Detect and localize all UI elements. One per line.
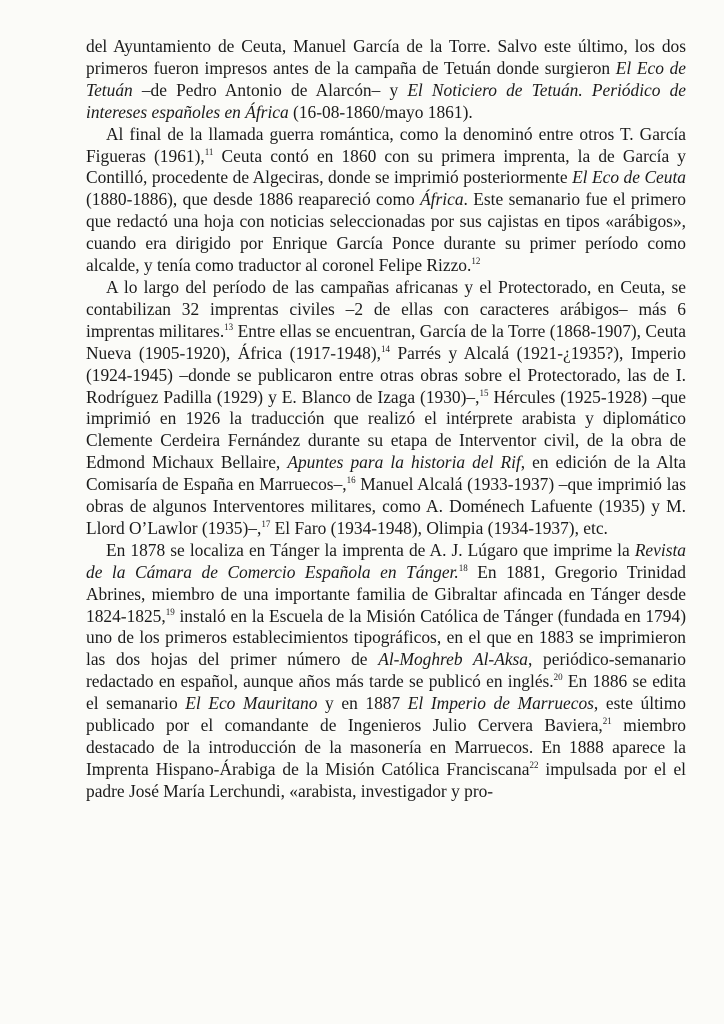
footnote-ref: 11	[204, 146, 214, 157]
text-run: . Este semanario fue el primero que redactó una hoja con noticias seleccionadas por sus cajistas en tipos «arábigos», cuando era dirigido por Enrique García Ponce durante su primer período como alcalde, y tenía como traductor al coronel Felipe Rizzo.	[86, 189, 686, 276]
text-run: , este último publicado por el comandante de Ingenieros Julio Cervera Baviera,	[86, 693, 686, 736]
text-run: miembro destacado de la introducción de la masonería en Marruecos. En 1888 aparece la Imprenta Hispano-Árabiga de la Misión Católica Franciscana	[86, 715, 686, 779]
footnote-ref: 16	[346, 475, 356, 486]
paragraph-2	[86, 124, 686, 277]
text-run: Hércules (1925-1928) –que imprimió en 1926 la traducción que realizó el intérprete arabista y diplomático Clemente Cerdeira Fernández durante su etapa de Interventor civil, de la obra de Edmond Michaux Bellaire,	[86, 386, 686, 473]
text-run: (16-08-1860/mayo 1861).	[288, 101, 473, 122]
text-run: (1880-1886), que desde 1886 reapareció como	[86, 189, 421, 210]
paragraph-1	[86, 36, 686, 124]
text-run: En 1881, Gregorio Trinidad Abrines, miembro de una importante familia de Gibraltar afincada en Tánger desde 1824-1825,	[86, 561, 686, 626]
text-run: Al final de la llamada guerra romántica, como la denominó entre otros T. García Figueras (1961),	[86, 123, 686, 166]
text-run: Ceuta contó en 1860 con su primera imprenta, la de García y Contilló, procedente de Algeciras, donde se imprimió posteriormente	[86, 145, 687, 188]
text-run: En 1878 se localiza en Tánger la imprenta de A. J. Lúgaro que imprime la	[106, 539, 635, 560]
text-run: A lo largo del período de las campañas africanas y el Protectorado, en Ceuta, se contabilizan 32 imprentas civiles –2 de ellas con caracteres arábigos– más 6 imprentas militares.	[86, 276, 686, 341]
italic-title: El Imperio de Marruecos	[407, 693, 594, 714]
document-page	[86, 36, 686, 803]
text-run: En 1886 se edita el semanario	[86, 671, 687, 714]
italic-title: África	[420, 189, 464, 210]
footnote-ref: 17	[261, 519, 271, 530]
text-run: Entre ellas se encuentran, García de la Torre (1868-1907), Ceuta Nueva (1905-1920), África (1917-1948),	[86, 320, 686, 363]
text-run: El Faro (1934-1948), Olimpia (1934-1937), etc.	[270, 517, 608, 538]
footnote-ref: 19	[165, 606, 175, 617]
text-run: del Ayuntamiento de Ceuta, Manuel García de la Torre. Salvo este último, los dos primeros fueron impresos antes de la campaña de Tetuán donde surgieron	[86, 36, 686, 78]
text-run: instaló en la Escuela de la Misión Católica de Tánger (fundada en 1794) uno de los primeros establecimientos tipográficos, en el que en 1883 se imprimieron las dos hojas del primer número de	[86, 605, 686, 670]
footnote-ref: 22	[529, 760, 539, 771]
italic-title: El Eco Mauritano	[185, 693, 318, 714]
text-run: Manuel Alcalá (1933-1937) –que imprimió las obras de algunos Interventores militares, como A. Doménech Lafuente (1935) y M. Llord O’Lawlor (1935)–,	[86, 474, 686, 538]
footnote-ref: 14	[380, 343, 390, 354]
text-run: , en edición de la Alta Comisaría de España en Marruecos–,	[86, 452, 687, 495]
footnote-ref: 20	[553, 672, 563, 683]
paragraph-4	[86, 540, 686, 803]
footnote-ref: 21	[602, 716, 612, 727]
text-run: , periódico-semanario redactado en español, aunque años más tarde se publicó en inglés.	[86, 649, 686, 692]
italic-title: El Noticiero de Tetuán. Periódico de intereses españoles en África	[86, 79, 686, 122]
italic-title: Al-Moghreb Al-Aksa	[378, 649, 529, 670]
italic-title: Revista de la Cámara de Comercio Española en Tánger.	[86, 539, 686, 582]
italic-title: Apuntes para la historia del Rif	[287, 452, 521, 473]
italic-title: El Eco de Ceuta	[572, 167, 686, 188]
text-run: impulsada por el el padre José María Lerchundi, «arabista, investigador y pro-	[86, 758, 686, 801]
footnote-ref: 12	[471, 256, 481, 267]
italic-title: El Eco de Tetuán	[86, 57, 686, 100]
footnote-ref: 15	[479, 387, 489, 398]
text-run: –de Pedro Antonio de Alarcón– y	[132, 79, 408, 100]
text-run: Parrés y Alcalá (1921-¿1935?), Imperio (1924-1945) –donde se publicaron entre otras obras sobre el Protectorado, las de I. Rodríguez Padilla (1929) y E. Blanco de Izaga (1930)–,	[86, 342, 686, 407]
footnote-ref: 18	[458, 562, 468, 573]
footnote-ref: 13	[224, 321, 234, 332]
paragraph-3	[86, 277, 686, 540]
text-run: y en 1887	[317, 693, 408, 714]
